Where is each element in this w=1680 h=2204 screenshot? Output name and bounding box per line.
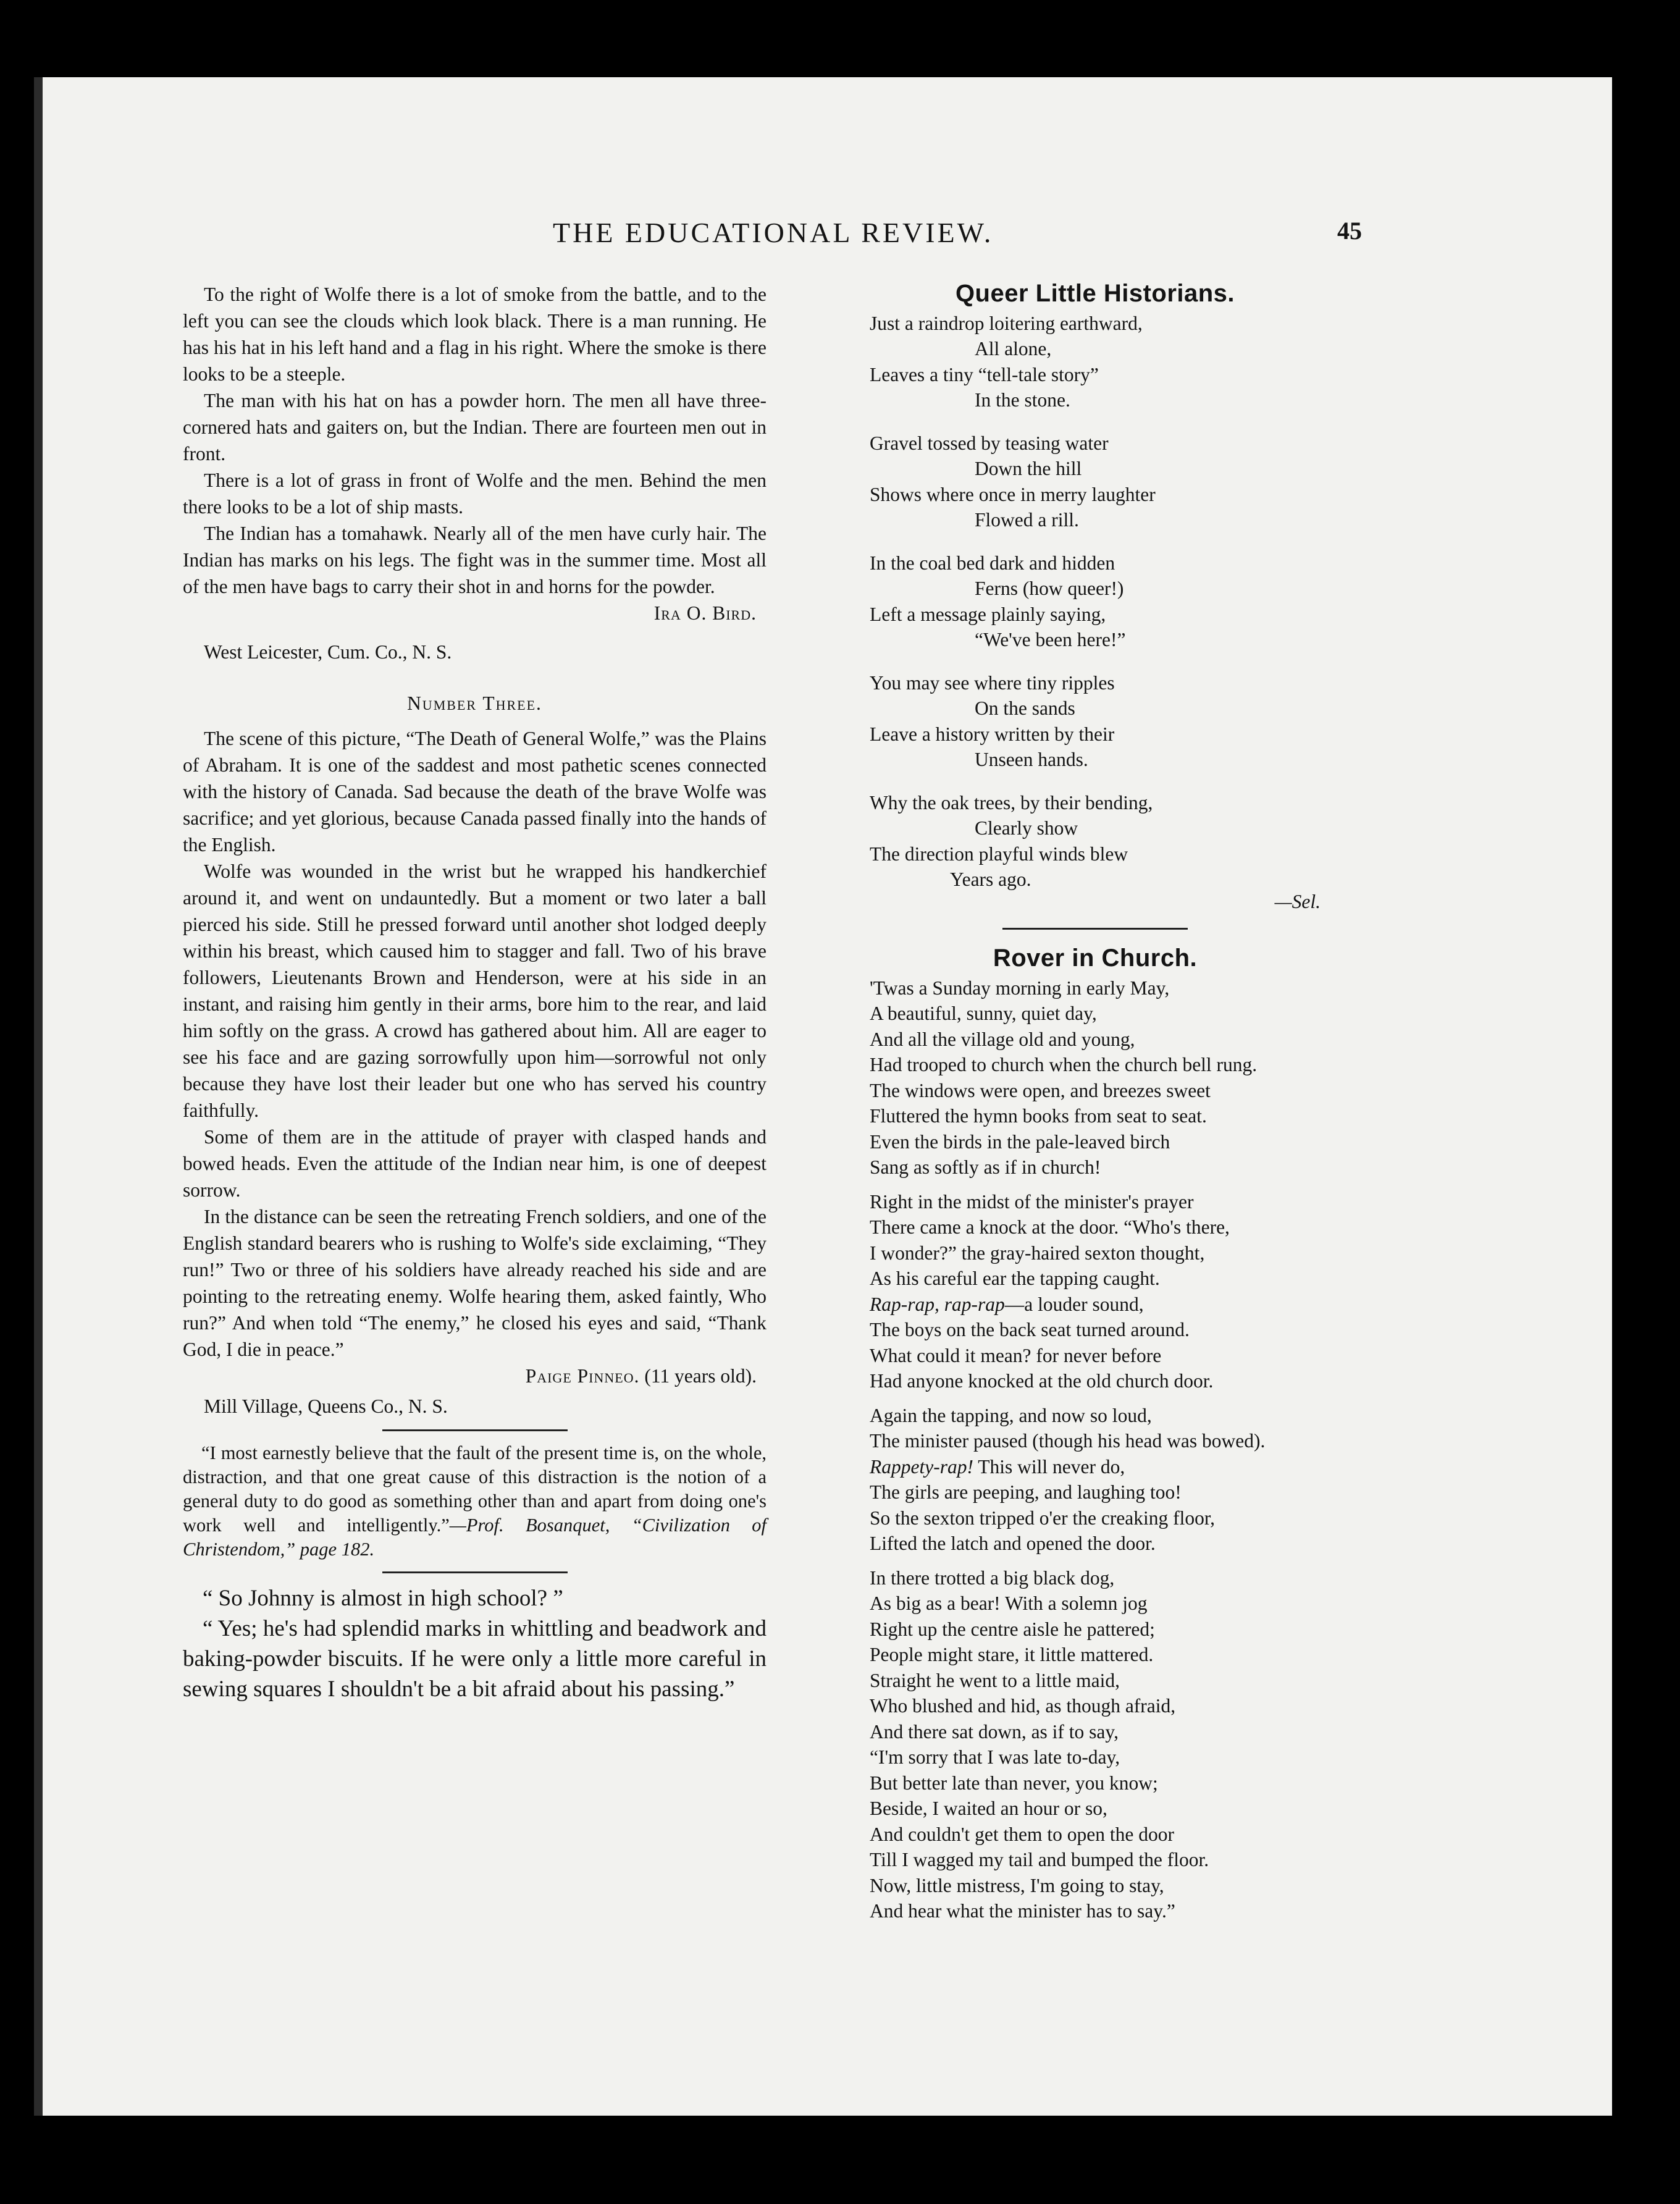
poem-line: There came a knock at the door. “Who's there, bbox=[870, 1216, 1230, 1238]
poem-line: Right in the midst of the minister's prayer bbox=[870, 1190, 1194, 1213]
poem-line: In there trotted a big black dog, bbox=[870, 1567, 1115, 1589]
poem-line: Right up the centre aisle he pattered; bbox=[870, 1618, 1155, 1640]
poem-line: As his careful ear the tapping caught. bbox=[870, 1268, 1160, 1289]
poem-line: Sang as softly as if in church! bbox=[870, 1156, 1101, 1178]
joke-block bbox=[183, 1583, 766, 1704]
poem-line bbox=[870, 1292, 1321, 1318]
poem-line: Down the hill bbox=[975, 458, 1082, 479]
poem-line: A beautiful, sunny, quiet day, bbox=[870, 1003, 1097, 1024]
body-paragraph: Some of them are in the attitude of prayer with clasped hands and bowed heads. Even the attitude of the Indian near him, is one of deepest sorrow. bbox=[183, 1126, 766, 1201]
poem-text: —a louder sound, bbox=[1004, 1293, 1144, 1315]
poem-line: 'Twas a Sunday morning in early May, bbox=[870, 977, 1170, 999]
poem-line: But better late than never, you know; bbox=[870, 1772, 1158, 1794]
poem-title: Queer Little Historians. bbox=[955, 280, 1235, 307]
poem-line: Just a raindrop loitering earthward, bbox=[870, 312, 1143, 334]
left-column bbox=[183, 281, 766, 1704]
body-paragraph: To the right of Wolfe there is a lot of smoke from the battle, and to the left you can see the clouds which look black. There is a man running. He has his hat in his left hand and a flag in his right. Where the smoke is there looks to be a steeple. bbox=[183, 284, 766, 385]
poem-stanza bbox=[870, 1189, 1321, 1394]
poem-line: “I'm sorry that I was late to-day, bbox=[870, 1746, 1120, 1768]
section-heading: Number Three. bbox=[407, 692, 542, 714]
poem-title: Rover in Church. bbox=[993, 944, 1198, 972]
author-signature: Ira O. Bird. bbox=[653, 602, 757, 624]
poem-line: So the sexton tripped o'er the creaking floor, bbox=[870, 1507, 1216, 1529]
poem-source: —Sel. bbox=[1274, 890, 1321, 912]
poem-line: Clearly show bbox=[975, 817, 1078, 839]
poem-line: You may see where tiny ripples bbox=[870, 671, 1115, 694]
poem-line: I wonder?” the gray-haired sexton thought, bbox=[870, 1242, 1205, 1264]
body-paragraph: In the distance can be seen the retreating French soldiers, and one of the English standard bearers who is rushing to Wolfe's side exclaiming, “They run!” Two or three of his soldiers have already reached his side and are pointing to the retreating enemy. Wolfe hearing them, asked faintly, Who run?” And when told “The enemy,” he closed his eyes and said, “Thank God, I die in peace.” bbox=[183, 1206, 766, 1360]
poem-line: Leaves a tiny “tell-tale story” bbox=[870, 363, 1099, 385]
poem-text: This will never do, bbox=[973, 1455, 1125, 1478]
poem-line: Unseen hands. bbox=[975, 749, 1088, 770]
quotation bbox=[183, 1441, 766, 1562]
poem-line: The windows were open, and breezes sweet bbox=[870, 1079, 1211, 1101]
poem-line: Again the tapping, and now so loud, bbox=[870, 1404, 1152, 1426]
poem-line: Now, little mistress, I'm going to stay, bbox=[870, 1874, 1164, 1896]
poem-stanza bbox=[870, 670, 1321, 773]
poem-line: The direction playful winds blew bbox=[870, 843, 1128, 865]
author-location: Mill Village, Queens Co., N. S. bbox=[204, 1395, 448, 1417]
poem-line: The girls are peeping, and laughing too! bbox=[870, 1481, 1182, 1503]
poem-line: And hear what the minister has to say.” bbox=[870, 1900, 1175, 1922]
poem-line: Years ago. bbox=[950, 869, 1031, 890]
poem-line: Flowed a rill. bbox=[975, 509, 1079, 531]
joke-line: “ Yes; he's had splendid marks in whittling and beadwork and baking-powder biscuits. If he were only a little more careful in sewing squares I shouldn't be a bit afraid about his passing.” bbox=[183, 1616, 766, 1702]
author-location: West Leicester, Cum. Co., N. S. bbox=[204, 641, 452, 663]
poem-line: The boys on the back seat turned around. bbox=[870, 1319, 1190, 1340]
right-column bbox=[870, 281, 1321, 1941]
poem-line: Lifted the latch and opened the door. bbox=[870, 1533, 1156, 1554]
poem-italic: Rap-rap, rap-rap bbox=[870, 1293, 1005, 1315]
page-number: 45 bbox=[1337, 217, 1362, 245]
poem-line: Ferns (how queer!) bbox=[975, 578, 1124, 599]
poem-line: Gravel tossed by teasing water bbox=[870, 432, 1109, 454]
joke-line: “ So Johnny is almost in high school? ” bbox=[203, 1586, 563, 1611]
divider-rule bbox=[1002, 928, 1188, 930]
poem-line: Fluttered the hymn books from seat to seat. bbox=[870, 1105, 1207, 1127]
poem-line: Who blushed and hid, as though afraid, bbox=[870, 1695, 1176, 1717]
poem-line: What could it mean? for never before bbox=[870, 1344, 1162, 1366]
body-paragraph: Wolfe was wounded in the wrist but he wrapped his handkerchief around it, and went on undauntedly. But a moment or two later a ball pierced his side. Still he pressed forward until another shot lodged deeply within his breast, which caused him to stagger and fall. Two of his brave followers, Lieutenants Brown and Henderson, were at his side in an instant, and raising him gently in their arms, bore him to the rear, and laid him softly on the grass. A crowd has gathered about him. All are eager to see his face and are gazing sorrowfully upon him—sorrowful not only because they have lost their leader but one who has served his country faithfully. bbox=[183, 860, 766, 1121]
poem-line: The minister paused (though his head was bowed). bbox=[870, 1430, 1266, 1452]
poem-line bbox=[870, 1454, 1321, 1480]
poem-italic: Rappety-rap! bbox=[870, 1455, 973, 1478]
quotation-text: “I most earnestly believe that the fault of the present time is, on the whole, distraction, and that one great cause of this distraction is the notion of a general duty to do good as something other than and apart from doing one's work well and intelligently.” bbox=[183, 1442, 766, 1536]
poem-line: And there sat down, as if to say, bbox=[870, 1720, 1119, 1743]
quotation-source: —Prof. Bosanquet, “Civilization of Christendom,” page 182. bbox=[183, 1515, 766, 1560]
poem-line: Had trooped to church when the church bell rung. bbox=[870, 1054, 1258, 1075]
poem-stanza bbox=[870, 311, 1321, 413]
author-age: (11 years old). bbox=[644, 1365, 757, 1387]
poem-line: And all the village old and young, bbox=[870, 1028, 1135, 1050]
poem-line: As big as a bear! With a solemn jog bbox=[870, 1592, 1148, 1614]
poem-line: And couldn't get them to open the door bbox=[870, 1823, 1174, 1845]
author-signature bbox=[183, 1363, 766, 1389]
poem-line: Beside, I waited an hour or so, bbox=[870, 1798, 1107, 1819]
poem-line: Shows where once in merry laughter bbox=[870, 483, 1156, 505]
body-paragraph: The Indian has a tomahawk. Nearly all of the men have curly hair. The Indian has marks on his legs. The fight was in the summer time. Most all of the men have bags to carry their shot in and horns for the powder. bbox=[183, 523, 766, 597]
body-paragraph: The scene of this picture, “The Death of General Wolfe,” was the Plains of Abraham. It is one of the saddest and most pathetic scenes connected with the history of Canada. Sad because the death of the brave Wolfe was sacrifice; and yet glorious, because Canada passed finally into the hands of the English. bbox=[183, 728, 766, 856]
body-paragraph: The man with his hat on has a powder horn. The men all have three-cornered hats and gaiters on, but the Indian. There are fourteen men out in front. bbox=[183, 390, 766, 465]
poem-stanza bbox=[870, 1403, 1321, 1557]
poem-line: All alone, bbox=[975, 338, 1052, 360]
poem-stanza bbox=[870, 790, 1321, 893]
poem-line: Left a message plainly saying, bbox=[870, 603, 1106, 625]
poem-stanza bbox=[870, 1565, 1321, 1924]
divider-rule bbox=[382, 1571, 568, 1573]
poem-stanza bbox=[870, 431, 1321, 533]
poem-line: People might stare, it little mattered. bbox=[870, 1644, 1154, 1665]
body-paragraph: There is a lot of grass in front of Wolfe and the men. Behind the men there looks to be a lot of ship masts. bbox=[183, 469, 766, 518]
author-name: Paige Pinneo. bbox=[525, 1365, 640, 1387]
poem-line: Straight he went to a little maid, bbox=[870, 1669, 1120, 1691]
poem-line: On the sands bbox=[975, 697, 1075, 719]
poem-line: Even the birds in the pale-leaved birch bbox=[870, 1130, 1170, 1153]
poem-line: Leave a history written by their bbox=[870, 723, 1115, 745]
divider-rule bbox=[382, 1429, 568, 1431]
poem-line: In the coal bed dark and hidden bbox=[870, 552, 1115, 574]
poem-stanza bbox=[870, 975, 1321, 1180]
poem-stanza bbox=[870, 550, 1321, 653]
poem-line: “We've been here!” bbox=[975, 629, 1126, 650]
poem-line: Till I wagged my tail and bumped the floor. bbox=[870, 1849, 1209, 1870]
poem-line: Why the oak trees, by their bending, bbox=[870, 791, 1153, 814]
page-header-title: THE EDUCATIONAL REVIEW. bbox=[553, 217, 994, 248]
poem-line: In the stone. bbox=[975, 389, 1070, 411]
poem-line: Had anyone knocked at the old church door. bbox=[870, 1370, 1214, 1392]
